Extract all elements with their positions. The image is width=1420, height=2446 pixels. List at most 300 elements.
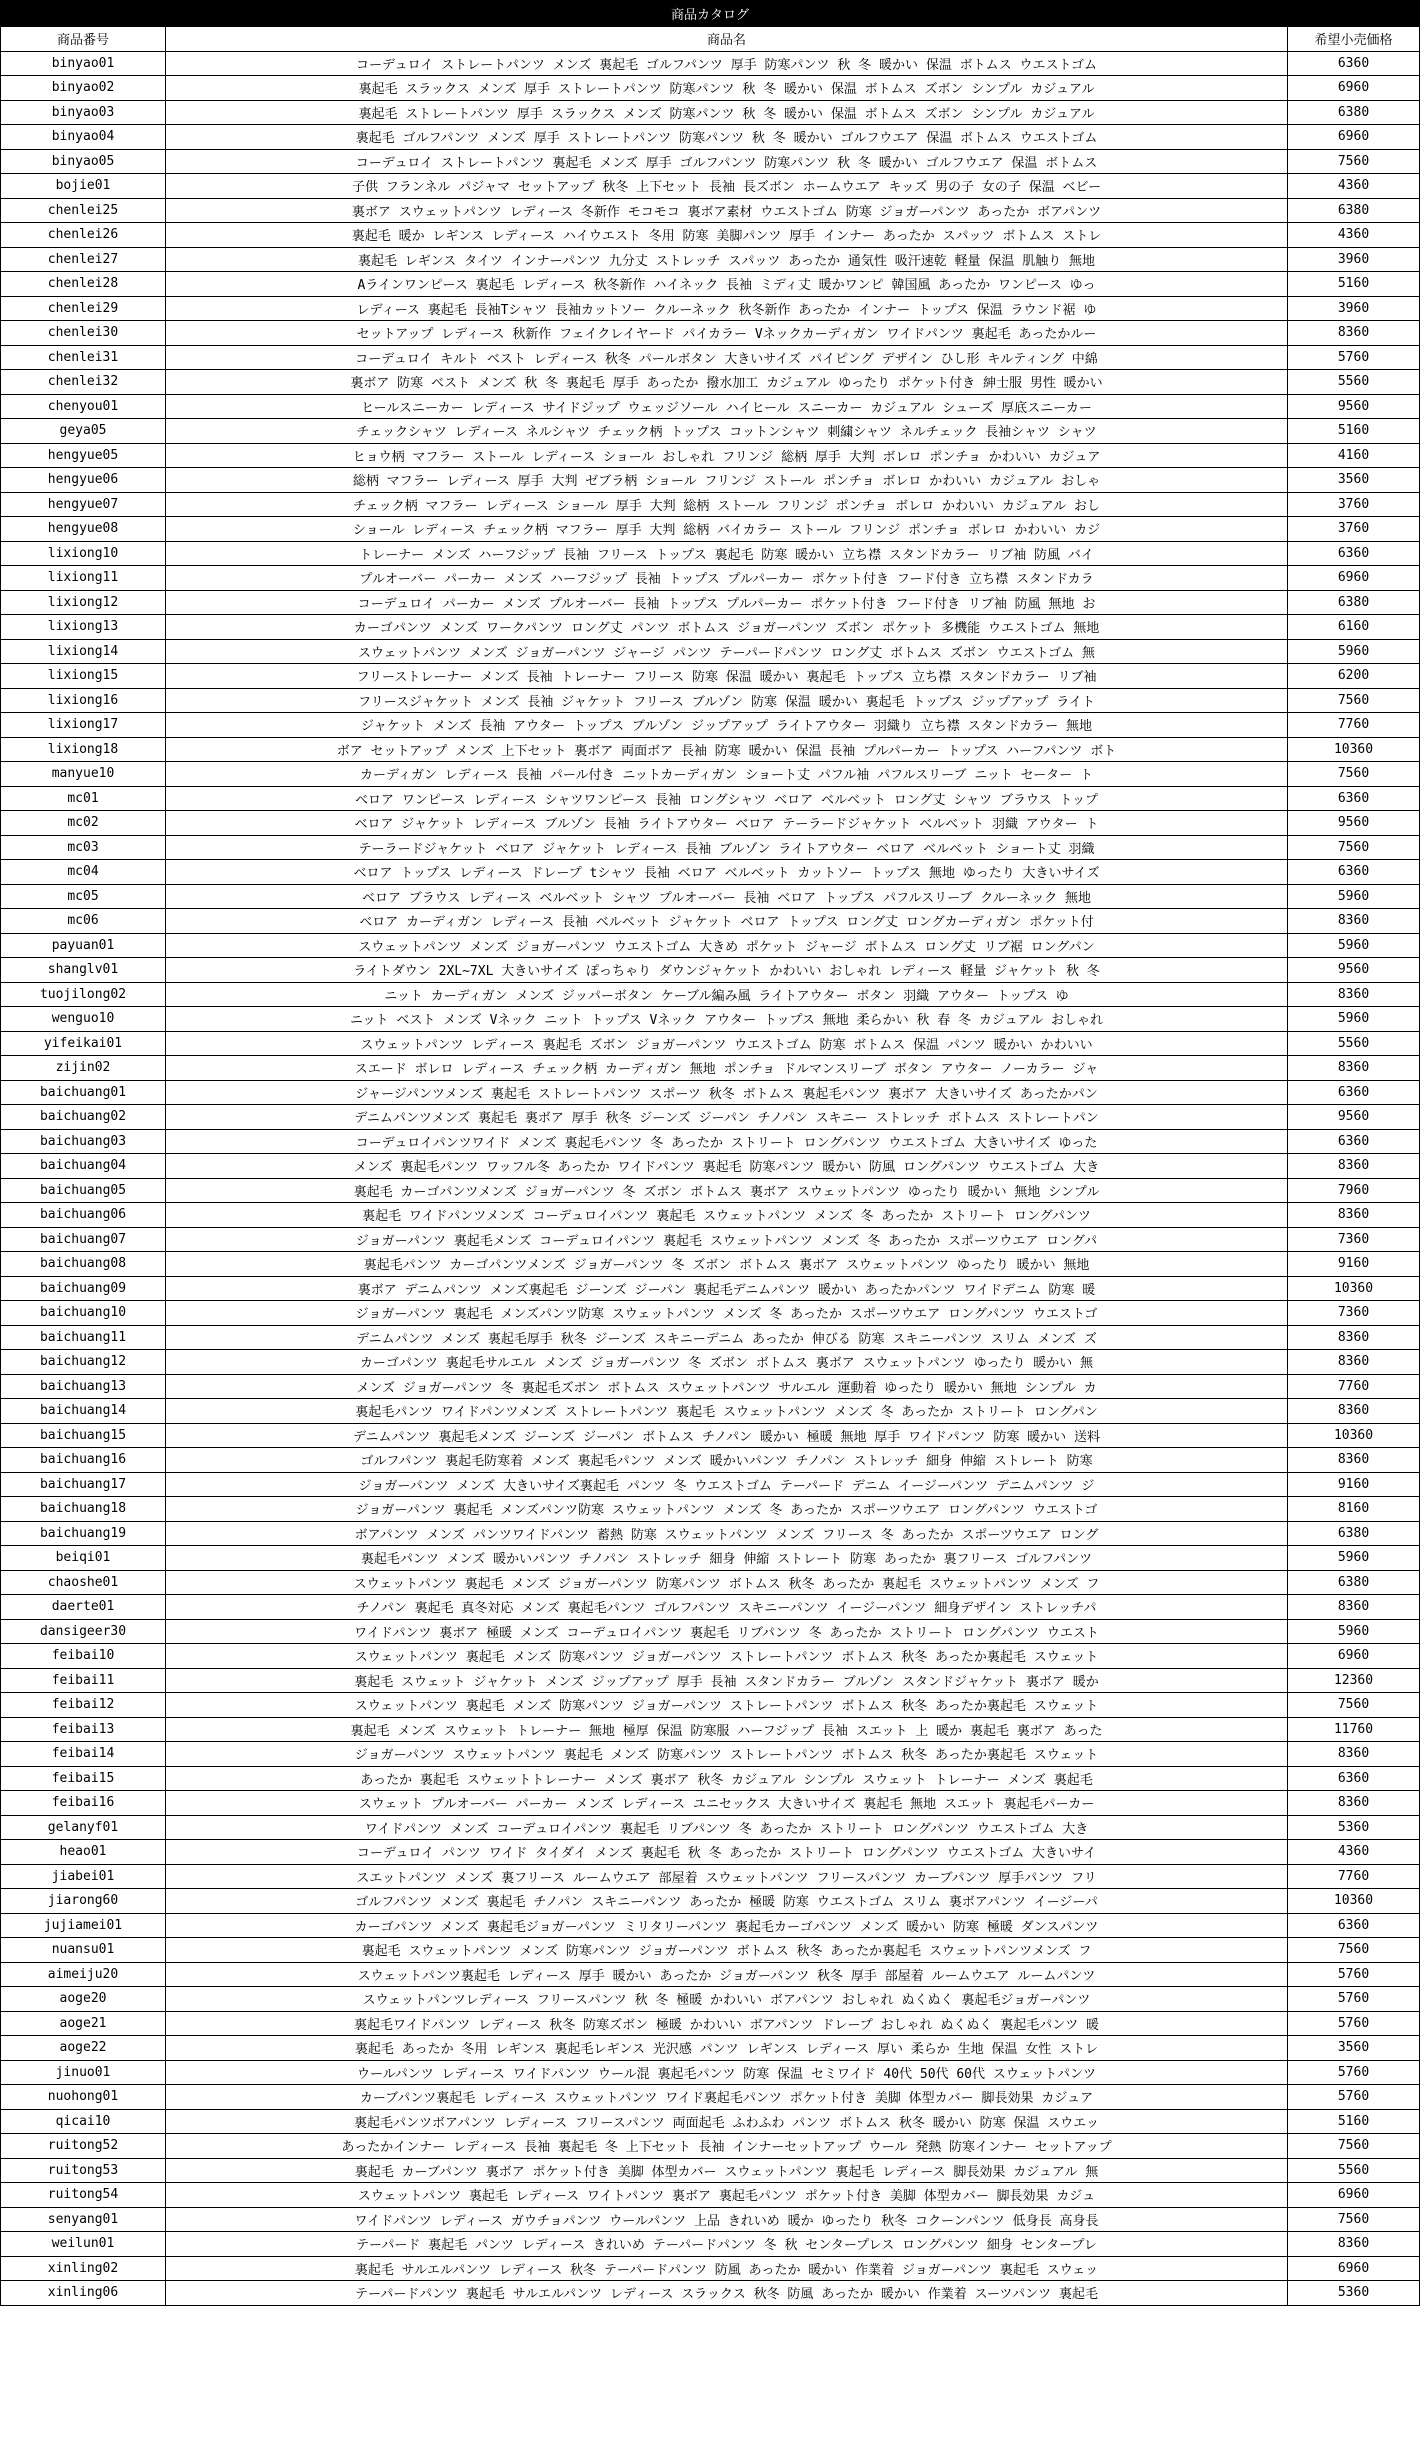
cell-price: 6380 [1288, 198, 1420, 223]
cell-code: binyao04 [1, 125, 166, 150]
cell-price: 8360 [1288, 1595, 1420, 1620]
cell-code: baichuang15 [1, 1423, 166, 1448]
cell-price: 11760 [1288, 1717, 1420, 1742]
table-row [1, 1791, 1420, 1816]
cell-price: 4160 [1288, 443, 1420, 468]
cell-price: 5560 [1288, 2158, 1420, 2183]
cell-name: フリーストレーナー メンズ 長袖 トレーナー フリース 防寒 保温 暖かい 裏起毛 トップス 立ち襟 スタンドカラー リブ袖 [166, 664, 1288, 689]
cell-price: 8360 [1288, 1203, 1420, 1228]
cell-price: 6380 [1288, 1521, 1420, 1546]
cell-price: 7360 [1288, 1227, 1420, 1252]
cell-code: baichuang19 [1, 1521, 166, 1546]
cell-name: 子供 フランネル パジャマ セットアップ 秋冬 上下セット 長袖 長ズボン ホームウエア キッズ 男の子 女の子 保温 ベビー [166, 174, 1288, 199]
cell-code: ruitong52 [1, 2134, 166, 2159]
table-row [1, 1595, 1420, 1620]
cell-price: 7560 [1288, 835, 1420, 860]
table-row [1, 713, 1420, 738]
cell-code: hengyue05 [1, 443, 166, 468]
cell-name: スエード ボレロ レディース チェック柄 カーディガン 無地 ポンチョ ドルマンスリーブ ボタン アウター ノーカラー ジャ [166, 1056, 1288, 1081]
cell-price: 6360 [1288, 51, 1420, 76]
cell-name: 裏起毛パンツ ワイドパンツメンズ ストレートパンツ 裏起毛 スウェットパンツ メンズ 冬 あったか ストリート ロングパン [166, 1399, 1288, 1424]
cell-code: dansigeer30 [1, 1619, 166, 1644]
cell-code: nuohong01 [1, 2085, 166, 2110]
cell-code: feibai12 [1, 1693, 166, 1718]
cell-name: コーデュロイ キルト ベスト レディース 秋冬 パールボタン 大きいサイズ パイピング デザイン ひし形 キルティング 中綿 [166, 345, 1288, 370]
cell-price: 10360 [1288, 737, 1420, 762]
cell-price: 10360 [1288, 1423, 1420, 1448]
table-row [1, 345, 1420, 370]
cell-name: 裏起毛 カーブパンツ 裏ボア ポケット付き 美脚 体型カバー スウェットパンツ 裏起毛 レディース 脚長効果 カジュアル 無 [166, 2158, 1288, 2183]
cell-name: プルオーバー パーカー メンズ ハーフジップ 長袖 トップス プルパーカー ポケット付き フード付き 立ち襟 スタンドカラ [166, 566, 1288, 591]
cell-code: jujiamei01 [1, 1913, 166, 1938]
cell-code: hengyue07 [1, 492, 166, 517]
cell-name: 裏起毛 スウェット ジャケット メンズ ジップアップ 厚手 長袖 スタンドカラー ブルゾン スタンドジャケット 裏ボア 暖か [166, 1668, 1288, 1693]
cell-name: ジョガーパンツ スウェットパンツ 裏起毛 メンズ 防寒パンツ ストレートパンツ ボトムス 秋冬 あったか裏起毛 スウェット [166, 1742, 1288, 1767]
cell-price: 7760 [1288, 713, 1420, 738]
cell-price: 7360 [1288, 1301, 1420, 1326]
cell-name: ショール レディース チェック柄 マフラー 厚手 大判 総柄 バイカラー ストール フリンジ ポンチョ ボレロ かわいい カジ [166, 517, 1288, 542]
table-row [1, 1399, 1420, 1424]
cell-price: 5760 [1288, 1962, 1420, 1987]
cell-code: feibai10 [1, 1644, 166, 1669]
cell-name: 裏起毛 スウェットパンツ メンズ 防寒パンツ ジョガーパンツ ボトムス 秋冬 あったか裏起毛 スウェットパンツメンズ フ [166, 1938, 1288, 1963]
table-row [1, 443, 1420, 468]
cell-code: lixiong16 [1, 688, 166, 713]
table-row [1, 982, 1420, 1007]
table-row [1, 468, 1420, 493]
cell-price: 5360 [1288, 2281, 1420, 2306]
cell-name: カーゴパンツ 裏起毛サルエル メンズ ジョガーパンツ 冬 ズボン ボトムス 裏ボア スウェットパンツ ゆったり 暖かい 無 [166, 1350, 1288, 1375]
cell-code: chenlei30 [1, 321, 166, 346]
cell-name: 裏ボア スウェットパンツ レディース 冬新作 モコモコ 裏ボア素材 ウエストゴム 防寒 ジョガーパンツ あったか ボアパンツ [166, 198, 1288, 223]
cell-code: shanglv01 [1, 958, 166, 983]
cell-code: beiqi01 [1, 1546, 166, 1571]
cell-code: mc03 [1, 835, 166, 860]
table-row [1, 2207, 1420, 2232]
cell-price: 5760 [1288, 2085, 1420, 2110]
cell-price: 4360 [1288, 1840, 1420, 1865]
table-row [1, 2036, 1420, 2061]
cell-code: aoge21 [1, 2011, 166, 2036]
cell-name: カーブパンツ裏起毛 レディース スウェットパンツ ワイド裏起毛パンツ ポケット付き 美脚 体型カバー 脚長効果 カジュア [166, 2085, 1288, 2110]
table-row [1, 786, 1420, 811]
table-row [1, 394, 1420, 419]
cell-code: xinling02 [1, 2256, 166, 2281]
cell-price: 6380 [1288, 100, 1420, 125]
table-row [1, 223, 1420, 248]
cell-price: 8360 [1288, 1154, 1420, 1179]
cell-name: トレーナー メンズ ハーフジップ 長袖 フリース トップス 裏起毛 防寒 暖かい 立ち襟 スタンドカラー リブ袖 防風 バイ [166, 541, 1288, 566]
cell-code: baichuang11 [1, 1325, 166, 1350]
table-row [1, 1987, 1420, 2012]
table-row [1, 1644, 1420, 1669]
table-row [1, 1129, 1420, 1154]
table-row [1, 2281, 1420, 2306]
table-row [1, 296, 1420, 321]
cell-name: スウェットパンツ 裏起毛 メンズ 防寒パンツ ジョガーパンツ ストレートパンツ ボトムス 秋冬 あったか裏起毛 スウェット [166, 1693, 1288, 1718]
cell-code: baichuang04 [1, 1154, 166, 1179]
cell-price: 6360 [1288, 1766, 1420, 1791]
cell-name: ジョガーパンツ 裏起毛メンズ コーデュロイパンツ 裏起毛 スウェットパンツ メンズ 冬 あったか スポーツウエア ロングパ [166, 1227, 1288, 1252]
cell-price: 6360 [1288, 1080, 1420, 1105]
cell-name: 裏起毛 ゴルフパンツ メンズ 厚手 ストレートパンツ 防寒パンツ 秋 冬 暖かい ゴルフウエア 保温 ボトムス ウエストゴム [166, 125, 1288, 150]
cell-price: 8360 [1288, 1791, 1420, 1816]
cell-code: mc05 [1, 884, 166, 909]
cell-code: yifeikai01 [1, 1031, 166, 1056]
cell-price: 8360 [1288, 1350, 1420, 1375]
column-header-code: 商品番号 [1, 27, 166, 52]
cell-price: 5960 [1288, 933, 1420, 958]
cell-name: ワイドパンツ メンズ コーデュロイパンツ 裏起毛 リブパンツ 冬 あったか ストリート ロングパンツ ウエストゴム 大き [166, 1815, 1288, 1840]
cell-name: スエットパンツ メンズ 裏フリース ルームウエア 部屋着 スウェットパンツ フリースパンツ カーブパンツ 厚手パンツ フリ [166, 1864, 1288, 1889]
table-row [1, 1864, 1420, 1889]
table-row [1, 1497, 1420, 1522]
cell-name: スウェットパンツ裏起毛 レディース 厚手 暖かい あったか ジョガーパンツ 秋冬 厚手 部屋着 ルームウエア ルームパンツ [166, 1962, 1288, 1987]
table-row [1, 2183, 1420, 2208]
cell-name: 裏起毛 サルエルパンツ レディース 秋冬 テーパードパンツ 防風 あったか 暖かい 作業着 ジョガーパンツ 裏起毛 スウェッ [166, 2256, 1288, 2281]
cell-code: geya05 [1, 419, 166, 444]
cell-code: tuojilong02 [1, 982, 166, 1007]
cell-code: baichuang10 [1, 1301, 166, 1326]
cell-name: ジャケット メンズ 長袖 アウター トップス ブルゾン ジップアップ ライトアウター 羽織り 立ち襟 スタンドカラー 無地 [166, 713, 1288, 738]
table-row [1, 2060, 1420, 2085]
cell-name: スウェットパンツレディース フリースパンツ 秋 冬 極暖 かわいい ボアパンツ おしゃれ ぬくぬく 裏起毛ジョガーパンツ [166, 1987, 1288, 2012]
cell-price: 7560 [1288, 2134, 1420, 2159]
cell-price: 6960 [1288, 2256, 1420, 2281]
cell-code: baichuang18 [1, 1497, 166, 1522]
table-row [1, 541, 1420, 566]
cell-code: nuansu01 [1, 1938, 166, 1963]
table-row [1, 884, 1420, 909]
table-row [1, 1742, 1420, 1767]
cell-code: hengyue06 [1, 468, 166, 493]
table-row [1, 2085, 1420, 2110]
cell-price: 5760 [1288, 345, 1420, 370]
cell-code: qicai10 [1, 2109, 166, 2134]
table-row [1, 100, 1420, 125]
cell-code: baichuang03 [1, 1129, 166, 1154]
cell-price: 7560 [1288, 1693, 1420, 1718]
table-row [1, 1105, 1420, 1130]
cell-price: 3560 [1288, 468, 1420, 493]
cell-price: 5160 [1288, 2109, 1420, 2134]
cell-price: 5160 [1288, 272, 1420, 297]
table-row [1, 1962, 1420, 1987]
table-row [1, 198, 1420, 223]
cell-price: 7760 [1288, 1864, 1420, 1889]
cell-code: hengyue08 [1, 517, 166, 542]
table-row [1, 566, 1420, 591]
cell-code: chenlei31 [1, 345, 166, 370]
cell-code: bojie01 [1, 174, 166, 199]
cell-code: aoge22 [1, 2036, 166, 2061]
cell-code: xinling06 [1, 2281, 166, 2306]
cell-price: 5960 [1288, 884, 1420, 909]
cell-name: Aラインワンピース 裏起毛 レディース 秋冬新作 ハイネック 長袖 ミディ丈 暖かワンピ 韓国風 あったか ワンピース ゆっ [166, 272, 1288, 297]
cell-code: mc06 [1, 909, 166, 934]
table-row [1, 1350, 1420, 1375]
cell-price: 10360 [1288, 1276, 1420, 1301]
cell-price: 8360 [1288, 1399, 1420, 1424]
table-row [1, 125, 1420, 150]
cell-name: テーラードジャケット ベロア ジャケット レディース 長袖 ブルゾン ライトアウター ベロア ベルベット ショート丈 羽織 [166, 835, 1288, 860]
table-row [1, 1840, 1420, 1865]
table-row [1, 149, 1420, 174]
cell-code: senyang01 [1, 2207, 166, 2232]
cell-code: ruitong54 [1, 2183, 166, 2208]
cell-code: lixiong12 [1, 590, 166, 615]
cell-code: mc04 [1, 860, 166, 885]
cell-code: baichuang16 [1, 1448, 166, 1473]
sheet-title-row [1, 1, 1420, 27]
cell-code: chenlei29 [1, 296, 166, 321]
table-row [1, 2232, 1420, 2257]
cell-name: 裏起毛パンツ メンズ 暖かいパンツ チノパン ストレッチ 細身 伸縮 ストレート 防寒 あったか 裏フリース ゴルフパンツ [166, 1546, 1288, 1571]
cell-code: baichuang13 [1, 1374, 166, 1399]
cell-price: 5960 [1288, 1007, 1420, 1032]
column-header-price: 希望小売価格 [1288, 27, 1420, 52]
cell-name: コーデュロイパンツワイド メンズ 裏起毛パンツ 冬 あったか ストリート ロングパンツ ウエストゴム 大きいサイズ ゆった [166, 1129, 1288, 1154]
table-row [1, 1203, 1420, 1228]
cell-code: lixiong17 [1, 713, 166, 738]
cell-name: レディース 裏起毛 長袖Tシャツ 長袖カットソー クルーネック 秋冬新作 あったか インナー トップス 保温 ラウンド裾 ゆ [166, 296, 1288, 321]
cell-name: ベロア ワンピース レディース シャツワンピース 長袖 ロングシャツ ベロア ベルベット ロング丈 シャツ ブラウス トップ [166, 786, 1288, 811]
table-row [1, 958, 1420, 983]
cell-price: 6360 [1288, 541, 1420, 566]
cell-name: 裏起毛ワイドパンツ レディース 秋冬 防寒ズボン 極暖 かわいい ボアパンツ ドレープ おしゃれ ぬくぬく 裏起毛パンツ 暖 [166, 2011, 1288, 2036]
table-row [1, 321, 1420, 346]
cell-name: 裏起毛パンツボアパンツ レディース フリースパンツ 両面起毛 ふわふわ パンツ ボトムス 秋冬 暖かい 防寒 保温 スウエッ [166, 2109, 1288, 2134]
cell-code: baichuang08 [1, 1252, 166, 1277]
cell-price: 8360 [1288, 1325, 1420, 1350]
table-row [1, 2011, 1420, 2036]
cell-code: feibai16 [1, 1791, 166, 1816]
table-row [1, 1668, 1420, 1693]
table-row [1, 1546, 1420, 1571]
cell-name: 裏起毛 スラックス メンズ 厚手 ストレートパンツ 防寒パンツ 秋 冬 暖かい 保温 ボトムス ズボン シンプル カジュアル [166, 76, 1288, 101]
cell-code: chaoshe01 [1, 1570, 166, 1595]
cell-code: feibai13 [1, 1717, 166, 1742]
table-row [1, 1570, 1420, 1595]
cell-price: 7760 [1288, 1374, 1420, 1399]
cell-price: 4360 [1288, 223, 1420, 248]
cell-code: baichuang05 [1, 1178, 166, 1203]
cell-name: テーパードパンツ 裏起毛 サルエルパンツ レディース スラックス 秋冬 防風 あったか 暖かい 作業着 スーツパンツ 裏起毛 [166, 2281, 1288, 2306]
cell-name: 裏起毛 ストレートパンツ 厚手 スラックス メンズ 防寒パンツ 秋 冬 暖かい 保温 ボトムス ズボン シンプル カジュアル [166, 100, 1288, 125]
cell-code: baichuang02 [1, 1105, 166, 1130]
cell-price: 8360 [1288, 1742, 1420, 1767]
cell-code: aimeiju20 [1, 1962, 166, 1987]
cell-price: 6960 [1288, 1644, 1420, 1669]
cell-price: 6960 [1288, 125, 1420, 150]
cell-code: baichuang17 [1, 1472, 166, 1497]
cell-code: jiarong60 [1, 1889, 166, 1914]
table-row [1, 1619, 1420, 1644]
cell-price: 6200 [1288, 664, 1420, 689]
cell-name: ボア セットアップ メンズ 上下セット 裏ボア 両面ボア 長袖 防寒 暖かい 保温 長袖 プルパーカー トップス ハーフパンツ ボト [166, 737, 1288, 762]
cell-code: heao01 [1, 1840, 166, 1865]
cell-price: 3760 [1288, 517, 1420, 542]
cell-price: 3960 [1288, 247, 1420, 272]
cell-name: ジョガーパンツ メンズ 大きいサイズ裏起毛 パンツ 冬 ウエストゴム テーパード デニム イージーパンツ デニムパンツ ジ [166, 1472, 1288, 1497]
table-row [1, 419, 1420, 444]
table-row [1, 835, 1420, 860]
table-row [1, 1056, 1420, 1081]
cell-price: 6960 [1288, 566, 1420, 591]
cell-price: 6960 [1288, 2183, 1420, 2208]
table-row [1, 1889, 1420, 1914]
cell-name: コーデュロイ パンツ ワイド タイダイ メンズ 裏起毛 秋 冬 あったか ストリート ロングパンツ ウエストゴム 大きいサイ [166, 1840, 1288, 1865]
cell-name: スウェットパンツ 裏起毛 メンズ ジョガーパンツ 防寒パンツ ボトムス 秋冬 あったか 裏起毛 スウェットパンツ メンズ フ [166, 1570, 1288, 1595]
cell-price: 6360 [1288, 860, 1420, 885]
table-row [1, 2158, 1420, 2183]
cell-price: 9560 [1288, 1105, 1420, 1130]
table-row [1, 762, 1420, 787]
cell-price: 3760 [1288, 492, 1420, 517]
cell-name: 裏ボア 防寒 ベスト メンズ 秋 冬 裏起毛 厚手 あったか 撥水加工 カジュアル ゆったり ポケット付き 紳士服 男性 暖かい [166, 370, 1288, 395]
cell-name: フリースジャケット メンズ 長袖 ジャケット フリース ブルゾン 防寒 保温 暖かい 裏起毛 トップス ジップアップ ライト [166, 688, 1288, 713]
cell-code: lixiong10 [1, 541, 166, 566]
table-row [1, 664, 1420, 689]
cell-name: 総柄 マフラー レディース 厚手 大判 ゼブラ柄 ショール フリンジ ストール ポンチョ ボレロ かわいい カジュアル おしゃ [166, 468, 1288, 493]
cell-code: baichuang12 [1, 1350, 166, 1375]
cell-name: ゴルフパンツ 裏起毛防寒着 メンズ 裏起毛パンツ メンズ 暖かいパンツ チノパン ストレッチ 細身 伸縮 ストレート 防寒 [166, 1448, 1288, 1473]
cell-code: daerte01 [1, 1595, 166, 1620]
cell-price: 5760 [1288, 2060, 1420, 2085]
cell-price: 7560 [1288, 762, 1420, 787]
cell-code: zijin02 [1, 1056, 166, 1081]
cell-code: lixiong18 [1, 737, 166, 762]
cell-price: 3960 [1288, 296, 1420, 321]
cell-name: チェック柄 マフラー レディース ショール 厚手 大判 総柄 ストール フリンジ ポンチョ ボレロ かわいい カジュアル おし [166, 492, 1288, 517]
table-row [1, 590, 1420, 615]
cell-code: lixiong13 [1, 615, 166, 640]
table-row [1, 1913, 1420, 1938]
cell-code: weilun01 [1, 2232, 166, 2257]
cell-name: スウェット プルオーバー パーカー メンズ レディース ユニセックス 大きいサイズ 裏起毛 無地 スエット 裏起毛パーカー [166, 1791, 1288, 1816]
cell-name: ジャージパンツメンズ 裏起毛 ストレートパンツ スポーツ 秋冬 ボトムス 裏起毛パンツ 裏ボア 大きいサイズ あったかパン [166, 1080, 1288, 1105]
table-row [1, 1252, 1420, 1277]
cell-price: 8160 [1288, 1497, 1420, 1522]
table-row [1, 1693, 1420, 1718]
column-header-name: 商品名 [166, 27, 1288, 52]
table-row [1, 1448, 1420, 1473]
table-row [1, 1472, 1420, 1497]
cell-name: ジョガーパンツ 裏起毛 メンズパンツ防寒 スウェットパンツ メンズ 冬 あったか スポーツウエア ロングパンツ ウエストゴ [166, 1497, 1288, 1522]
cell-name: メンズ 裏起毛パンツ ワッフル冬 あったか ワイドパンツ 裏起毛 防寒パンツ 暖かい 防風 ロングパンツ ウエストゴム 大き [166, 1154, 1288, 1179]
cell-name: コーデュロイ パーカー メンズ プルオーバー 長袖 トップス プルパーカー ポケット付き フード付き リブ袖 防風 無地 お [166, 590, 1288, 615]
table-row [1, 933, 1420, 958]
cell-code: chenlei32 [1, 370, 166, 395]
cell-price: 9560 [1288, 958, 1420, 983]
cell-price: 5160 [1288, 419, 1420, 444]
table-row [1, 1227, 1420, 1252]
cell-code: mc02 [1, 811, 166, 836]
cell-code: feibai14 [1, 1742, 166, 1767]
cell-code: chenlei28 [1, 272, 166, 297]
cell-name: チノパン 裏起毛 真冬対応 メンズ 裏起毛パンツ ゴルフパンツ スキニーパンツ イージーパンツ 細身デザイン ストレッチパ [166, 1595, 1288, 1620]
cell-price: 8360 [1288, 909, 1420, 934]
table-row [1, 1301, 1420, 1326]
cell-name: ベロア ジャケット レディース ブルゾン 長袖 ライトアウター ベロア テーラードジャケット ベルベット 羽織 アウター ト [166, 811, 1288, 836]
cell-code: ruitong53 [1, 2158, 166, 2183]
cell-name: 裏起毛 ワイドパンツメンズ コーデュロイパンツ 裏起毛 スウェットパンツ メンズ 冬 あったか ストリート ロングパンツ [166, 1203, 1288, 1228]
cell-price: 7560 [1288, 688, 1420, 713]
table-row [1, 1521, 1420, 1546]
cell-name: ライトダウン 2XL~7XL 大きいサイズ ぽっちゃり ダウンジャケット かわいい おしゃれ レディース 軽量 ジャケット 秋 冬 [166, 958, 1288, 983]
cell-name: ジョガーパンツ 裏起毛 メンズパンツ防寒 スウェットパンツ メンズ 冬 あったか スポーツウエア ロングパンツ ウエストゴ [166, 1301, 1288, 1326]
table-row [1, 492, 1420, 517]
table-row [1, 2109, 1420, 2134]
cell-price: 8360 [1288, 321, 1420, 346]
cell-code: binyao03 [1, 100, 166, 125]
cell-name: メンズ ジョガーパンツ 冬 裏起毛ズボン ボトムス スウェットパンツ サルエル 運動着 ゆったり 暖かい 無地 シンプル カ [166, 1374, 1288, 1399]
cell-name: 裏起毛 カーゴパンツメンズ ジョガーパンツ 冬 ズボン ボトムス 裏ボア スウェットパンツ ゆったり 暖かい 無地 シンプル [166, 1178, 1288, 1203]
cell-code: payuan01 [1, 933, 166, 958]
cell-code: feibai15 [1, 1766, 166, 1791]
cell-code: binyao02 [1, 76, 166, 101]
cell-name: ボアパンツ メンズ パンツワイドパンツ 蓄熱 防寒 スウェットパンツ メンズ フリース 冬 あったか スポーツウエア ロング [166, 1521, 1288, 1546]
table-row [1, 1276, 1420, 1301]
table-row [1, 2134, 1420, 2159]
cell-name: スウェットパンツ 裏起毛 メンズ 防寒パンツ ジョガーパンツ ストレートパンツ ボトムス 秋冬 あったか裏起毛 スウェット [166, 1644, 1288, 1669]
cell-price: 5360 [1288, 1815, 1420, 1840]
product-rows [1, 51, 1420, 2305]
cell-price: 9160 [1288, 1252, 1420, 1277]
cell-name: コーデュロイ ストレートパンツ 裏起毛 メンズ 厚手 ゴルフパンツ 防寒パンツ 秋 冬 暖かい ゴルフウエア 保温 ボトムス [166, 149, 1288, 174]
cell-price: 8360 [1288, 2232, 1420, 2257]
cell-name: テーパード 裏起毛 パンツ レディース きれいめ テーパードパンツ 冬 秋 センタープレス ロングパンツ 細身 センタープレ [166, 2232, 1288, 2257]
cell-price: 5960 [1288, 1619, 1420, 1644]
cell-code: baichuang01 [1, 1080, 166, 1105]
cell-name: あったか 裏起毛 スウェットトレーナー メンズ 裏ボア 秋冬 カジュアル シンプル スウェット トレーナー メンズ 裏起毛 [166, 1766, 1288, 1791]
table-row [1, 688, 1420, 713]
table-row [1, 639, 1420, 664]
table-row [1, 370, 1420, 395]
cell-price: 6160 [1288, 615, 1420, 640]
cell-name: カーディガン レディース 長袖 パール付き ニットカーディガン ショート丈 パフル袖 パフルスリーブ ニット セーター ト [166, 762, 1288, 787]
cell-name: カーゴパンツ メンズ ワークパンツ ロング丈 パンツ ボトムス ジョガーパンツ ズボン ポケット 多機能 ウエストゴム 無地 [166, 615, 1288, 640]
table-row [1, 811, 1420, 836]
table-row [1, 909, 1420, 934]
table-row [1, 247, 1420, 272]
cell-price: 6360 [1288, 1913, 1420, 1938]
cell-price: 9560 [1288, 394, 1420, 419]
cell-code: lixiong11 [1, 566, 166, 591]
cell-price: 5760 [1288, 2011, 1420, 2036]
cell-name: ベロア トップス レディース ドレープ tシャツ 長袖 ベロア ベルベット カットソー トップス 無地 ゆったり 大きいサイズ [166, 860, 1288, 885]
table-row [1, 272, 1420, 297]
cell-price: 5960 [1288, 639, 1420, 664]
table-row [1, 1717, 1420, 1742]
table-row [1, 1815, 1420, 1840]
cell-code: feibai11 [1, 1668, 166, 1693]
cell-name: ワイドパンツ 裏ボア 極暖 メンズ コーデュロイパンツ 裏起毛 リブパンツ 冬 あったか ストリート ロングパンツ ウエスト [166, 1619, 1288, 1644]
cell-name: ベロア カーディガン レディース 長袖 ベルベット ジャケット ベロア トップス ロング丈 ロングカーディガン ポケット付 [166, 909, 1288, 934]
cell-code: wenguo10 [1, 1007, 166, 1032]
table-row [1, 51, 1420, 76]
cell-price: 5560 [1288, 1031, 1420, 1056]
cell-code: lixiong14 [1, 639, 166, 664]
cell-price: 5760 [1288, 1987, 1420, 2012]
cell-price: 8360 [1288, 982, 1420, 1007]
cell-name: デニムパンツ メンズ 裏起毛厚手 秋冬 ジーンズ スキニーデニム あったか 伸びる 防寒 スキニーパンツ スリム メンズ ズ [166, 1325, 1288, 1350]
cell-code: binyao01 [1, 51, 166, 76]
cell-name: ベロア ブラウス レディース ベルベット シャツ プルオーバー 長袖 ベロア トップス パフルスリーブ クルーネック 無地 [166, 884, 1288, 909]
cell-price: 6360 [1288, 1129, 1420, 1154]
cell-name: デニムパンツ 裏起毛メンズ ジーンズ ジーパン ボトムス チノパン 暖かい 極暖 無地 厚手 ワイドパンツ 防寒 暖かい 送料 [166, 1423, 1288, 1448]
sheet-title: 商品カタログ [1, 1, 1420, 27]
